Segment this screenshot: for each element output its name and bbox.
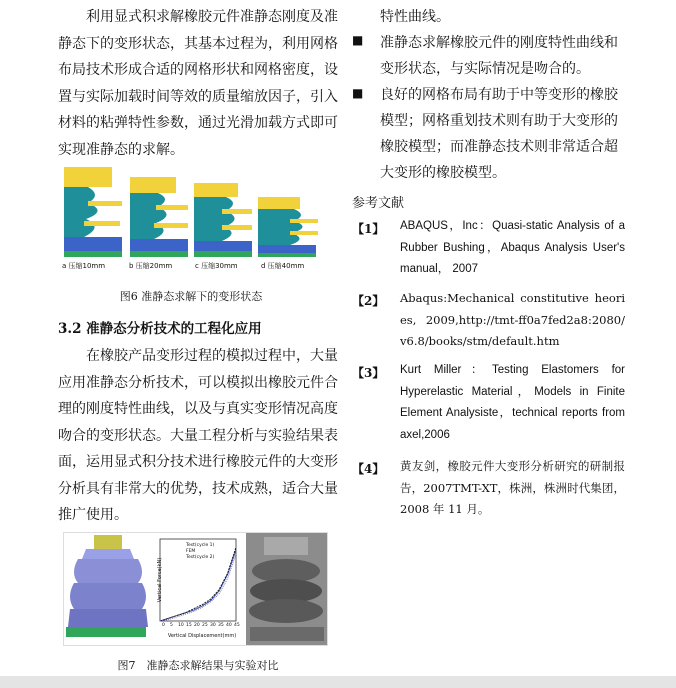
model-c <box>194 183 252 257</box>
reference-4: 黄友剑，橡胶元件大变形分析研究的研制报告，2007TMT-XT，株洲，株洲时代集团，2008 年 11 月。 <box>400 459 625 516</box>
chart-xlabel: Vertical Displacement(mm) <box>167 633 237 639</box>
reference-number: 【4】 <box>352 462 385 476</box>
bullet-item-1: 准静态求解橡胶元件的刚度特性曲线和变形状态，与实际情况是吻合的。 <box>380 35 618 77</box>
reference-number: 【3】 <box>352 366 385 380</box>
legend-item: Test(cycle 2) <box>186 555 215 560</box>
reference-number: 【2】 <box>352 294 385 308</box>
intro-text: 利用显式积求解橡胶元件准静态刚度及准静态下的变形状态，其基本过程为，利用网格布局技术形成合适的网格形状和网格密度，设置与实际加载时间等效的质量缩放因子，引入材料的粘弹特性参数，通过光滑加载方式即可实现准静态的求解。 <box>58 9 338 158</box>
xtick: 35 <box>218 623 224 628</box>
xtick: 0 <box>162 623 165 628</box>
reference-3: Kurt Miller：Testing Elastomers for Hyperelastic Material，Models in Finite Element Analysiste，technical reports from axel,2006 <box>400 364 625 441</box>
bullet-marker: ■ <box>352 33 364 47</box>
figure-6-sublabels <box>62 261 324 273</box>
sublabel-c: c 压缩30mm <box>195 262 238 270</box>
figure-7 <box>63 532 328 646</box>
section-heading: 3.2 准静态分析技术的工程化应用 <box>58 321 262 337</box>
legend-item: FEM <box>186 549 196 554</box>
xtick: 20 <box>194 623 200 628</box>
reference-2: Abaqus:Mechanical constitutive heories, 2009,http://tmt-ff0a7fed2a8:2080/v6.8/books/stm/default.htm <box>400 291 625 348</box>
intro-paragraph <box>58 4 338 163</box>
figure-6-image <box>58 165 324 273</box>
model-d <box>258 197 318 257</box>
legend-item: Test(cycle 1) <box>186 543 215 548</box>
xtick: 40 <box>226 623 232 628</box>
chart-ylabel: Vertical Force(kN) <box>157 557 163 603</box>
figure-6-caption: 图6 准静态求解下的变形状态 <box>119 290 263 303</box>
reference-1: ABAQUS，Inc：Quasi-static Analysis of a Rubber Bushing，Abaqus Analysis User's manual， 2007 <box>400 220 625 275</box>
xtick: 15 <box>186 623 192 628</box>
fem-model <box>64 533 148 645</box>
xtick: 25 <box>202 623 208 628</box>
figure-7-caption: 图7 准静态求解结果与实验对比 <box>117 659 279 672</box>
model-b <box>130 177 188 257</box>
continuation-text: 特性曲线。 <box>380 9 450 25</box>
model-a <box>64 167 122 257</box>
bullet-marker: ■ <box>352 86 364 100</box>
xtick: 30 <box>210 623 216 628</box>
xtick: 10 <box>178 623 184 628</box>
bullet-item-2: 良好的网格布局有助于中等变形的橡胶模型；网格重划技术则有助于大变形的橡胶模型；而准静态技术则非常适合超大变形的橡胶模型。 <box>380 87 618 181</box>
body-text: 在橡胶产品变形过程的模拟过程中，大量应用准静态分析技术，可以模拟出橡胶元件合理的刚度特性曲线，以及与真实变形情况高度吻合的变形状态。大量工程分析与实验结果表面，运用显式积分技术进行橡胶元件的大变形分析具有非常大的优势，技术成熟，适合大量推广使用。 <box>58 348 338 523</box>
sublabel-d: d 压缩40mm <box>261 262 305 270</box>
chart-xticks <box>162 623 242 633</box>
chart-legend <box>186 543 214 561</box>
references-title: 参考文献 <box>352 196 405 211</box>
xtick: 5 <box>170 623 173 628</box>
sublabel-b: b 压缩20mm <box>129 262 173 270</box>
test-photo <box>246 533 327 645</box>
body-paragraph <box>58 343 338 529</box>
bottom-scroll-bar <box>0 676 676 688</box>
reference-number: 【1】 <box>352 222 385 236</box>
xtick: 45 <box>234 623 240 628</box>
sublabel-a: a 压缩10mm <box>62 262 106 270</box>
figure-6 <box>58 165 324 273</box>
